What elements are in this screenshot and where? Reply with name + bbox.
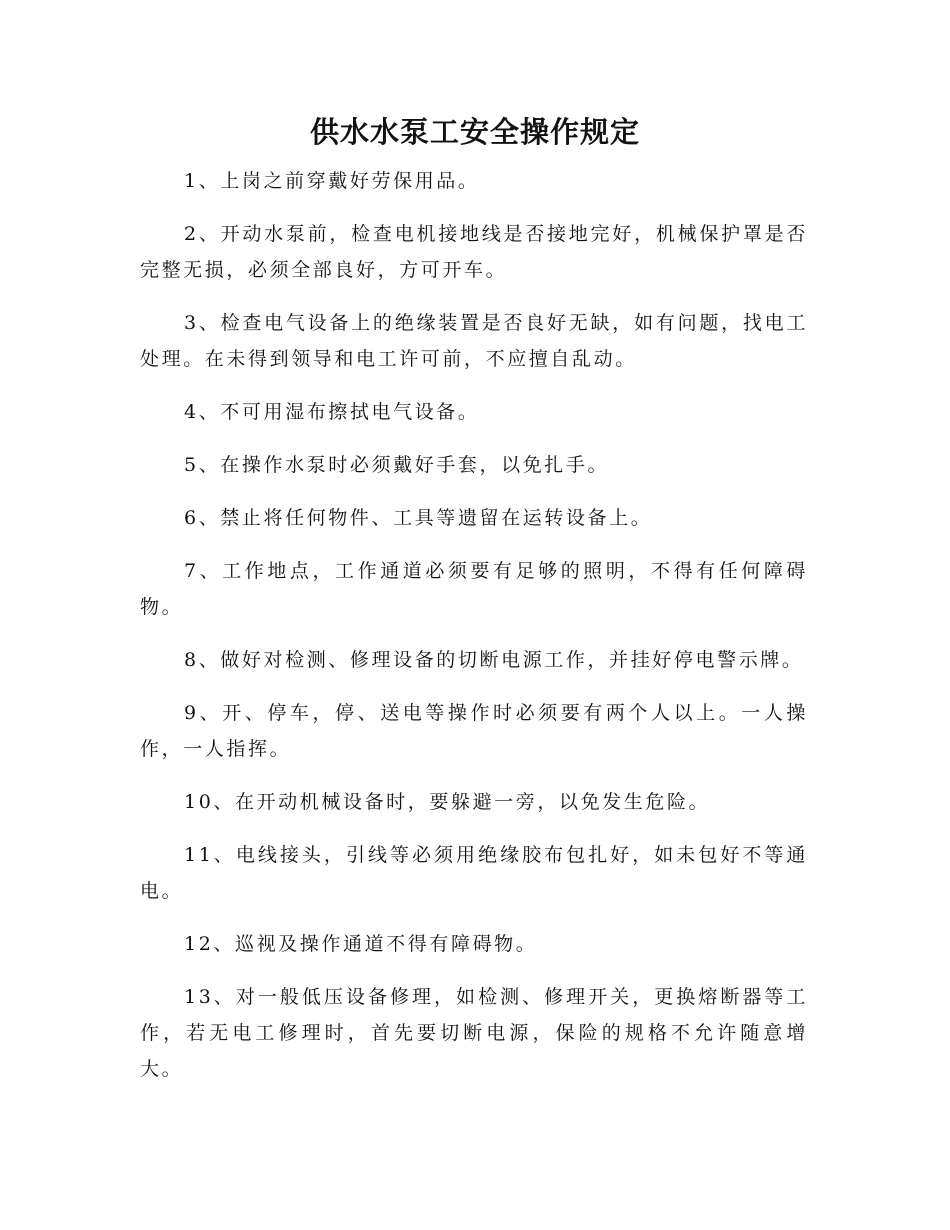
rule-paragraph-1: 1、上岗之前穿戴好劳保用品。	[184, 170, 480, 192]
document-title: 供水水泵工安全操作规定	[309, 115, 640, 149]
rule-paragraph-12: 12、巡视及操作通道不得有障碍物。	[184, 933, 538, 955]
rule-paragraph-8: 8、做好对检测、修理设备的切断电源工作，并挂好停电警示牌。	[184, 649, 804, 671]
rule-paragraph-10: 10、在开动机械设备时，要躲避一旁，以免发生危险。	[184, 791, 711, 813]
rule-paragraph-3: 3、检查电气设备上的绝缘装置是否良好无缺，如有问题，找电工处理。在未得到领导和电工许可前，不应擅自乱动。	[140, 312, 808, 370]
rule-paragraph-7: 7、工作地点，工作通道必须要有足够的照明，不得有任何障碍物。	[140, 560, 808, 618]
rule-paragraph-13: 13、对一般低压设备修理，如检测、修理开关，更换熔断器等工作，若无电工修理时，首先要切断电源，保险的规格不允许随意增大。	[140, 986, 808, 1080]
document-body	[140, 163, 808, 1104]
rule-paragraph-9: 9、开、停车，停、送电等操作时必须要有两个人以上。一人操作，一人指挥。	[140, 702, 808, 760]
rule-paragraph-6: 6、禁止将任何物件、工具等遗留在运转设备上。	[184, 507, 653, 529]
rule-paragraph-5: 5、在操作水泵时必须戴好手套，以免扎手。	[184, 454, 610, 476]
rule-paragraph-2: 2、开动水泵前，检查电机接地线是否接地完好，机械保护罩是否完整无损，必须全部良好，方可开车。	[140, 223, 808, 281]
rule-paragraph-4: 4、不可用湿布擦拭电气设备。	[184, 401, 480, 423]
rule-paragraph-11: 11、电线接头，引线等必须用绝缘胶布包扎好，如未包好不等通电。	[140, 844, 808, 902]
